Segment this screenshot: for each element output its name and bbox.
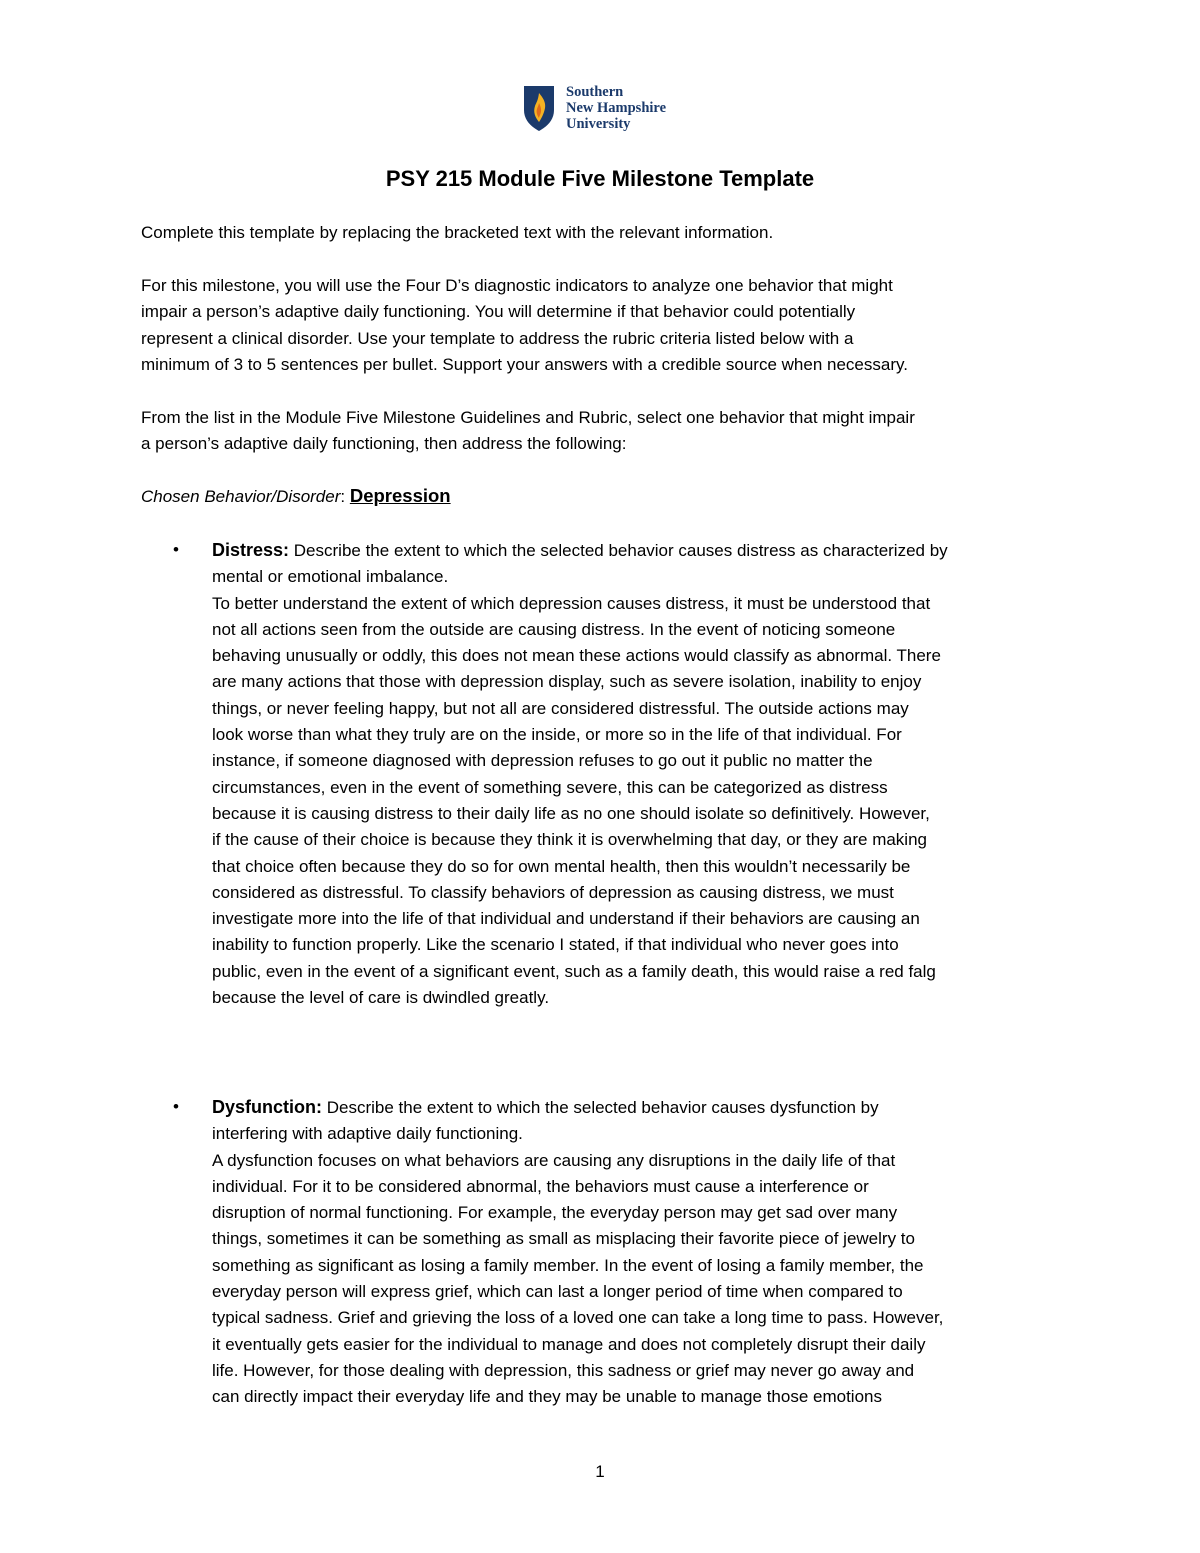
distress-line: look worse than what they truly are on the inside, or more so in the life of that individual. For [212,725,902,745]
selection-line: a person’s adaptive daily functioning, then address the following: [141,434,627,454]
dysfunction-prompt: Describe the extent to which the selected behavior causes dysfunction by [326,1098,879,1117]
dysfunction-line: it eventually gets easier for the individual to manage and does not completely disrupt their daily [212,1334,926,1354]
university-name [566,84,696,132]
distress-prompt: Describe the extent to which the selected behavior causes distress as characterized by [293,541,948,560]
dysfunction-line: can directly impact their everyday life and they may be unable to manage those emotions [212,1387,882,1407]
chosen-colon: : [340,487,350,506]
dysfunction-first-line [212,1094,1092,1121]
distress-line: public, even in the event of a significant event, such as a family death, this would raise a red falg [212,961,936,981]
intro-line: For this milestone, you will use the Four D’s diagnostic indicators to analyze one behavior that might [141,276,893,295]
dysfunction-heading: Dysfunction: [212,1097,322,1117]
distress-heading: Distress: [212,540,290,560]
distress-line: not all actions seen from the outside are causing distress. In the event of noticing someone [212,619,896,639]
distress-line: if the cause of their choice is because they think it is overwhelming that day, or they are making [212,830,927,850]
selection-paragraph [141,405,1071,458]
shield-flame-icon [522,84,556,132]
distress-line: behaving unusually or oddly, this does not mean these actions would classify as abnormal. There [212,646,941,666]
dysfunction-line: A dysfunction focuses on what behaviors are causing any disruptions in the daily life of that [212,1150,896,1170]
chosen-behavior-label: Chosen Behavior/Disorder [141,487,341,506]
logo-line-2: New Hampshire [566,100,667,116]
distress-first-line [212,537,1092,564]
intro-line: represent a clinical disorder. Use your template to address the rubric criteria listed below with a [141,328,854,348]
distress-section [212,537,1092,1011]
dysfunction-line: individual. For it to be considered abnormal, the behaviors must cause a interference or [212,1176,869,1196]
dysfunction-section [212,1094,1092,1411]
dysfunction-line: things, sometimes it can be something as small as misplacing their favorite piece of jewelry to [212,1229,915,1249]
instructions-paragraph [141,220,1071,246]
document-title: PSY 215 Module Five Milestone Template [385,166,815,191]
distress-line: instance, if someone diagnosed with depression refuses to go out it public no matter the [212,751,873,771]
intro-line: minimum of 3 to 5 sentences per bullet. Support your answers with a credible source when necessary. [141,354,908,374]
dysfunction-line: disruption of normal functioning. For example, the everyday person may get sad over many [212,1203,898,1223]
distress-line: because the level of care is dwindled greatly. [212,988,550,1008]
distress-line: inability to function properly. Like the scenario I stated, if that individual who never goes into [212,935,899,955]
dysfunction-line: everyday person will express grief, which can last a longer period of time when compared to [212,1282,903,1302]
chosen-behavior [141,483,451,510]
distress-line: things, or never feeling happy, but not all are considered distressful. The outside actions may [212,698,909,718]
dysfunction-line: interfering with adaptive daily functioning. [212,1124,523,1144]
distress-line: investigate more into the life of that individual and understand if their behaviors are causing an [212,909,920,929]
distress-line: because it is causing distress to their daily life as no one should isolate so definitively. However, [212,803,930,823]
dysfunction-line: something as significant as losing a family member. In the event of losing a family member, the [212,1255,924,1275]
distress-line: considered as distressful. To classify behaviors of depression as causing distress, we must [212,882,894,902]
dysfunction-line: life. However, for those dealing with depression, this sadness or grief may never go away and [212,1360,915,1380]
dysfunction-line: typical sadness. Grief and grieving the loss of a loved one can take a long time to pass. However, [212,1308,944,1328]
bullet-icon: • [173,1097,179,1116]
distress-line: circumstances, even in the event of something severe, this can be categorized as distress [212,777,888,797]
logo-line-1: Southern [566,84,624,100]
distress-line: mental or emotional imbalance. [212,567,449,587]
intro-line: impair a person’s adaptive daily functioning. You will determine if that behavior could potentially [141,302,856,322]
chosen-behavior-value: Depression [349,485,451,506]
instructions-line: Complete this template by replacing the bracketed text with the relevant information. [141,223,774,242]
distress-line: are many actions that those with depression display, such as severe isolation, inability to enjoy [212,672,922,692]
distress-line: To better understand the extent of which depression causes distress, it must be understood that [212,593,931,613]
selection-line: From the list in the Module Five Milestone Guidelines and Rubric, select one behavior that might impair [141,408,915,427]
distress-line: that choice often because they do so for own mental health, then this wouldn’t necessarily be [212,856,911,876]
university-logo [522,84,692,134]
bullet-icon: • [173,540,179,559]
intro-paragraph [141,273,1071,378]
logo-line-3: University [566,116,631,132]
page-number: 1 [595,1462,605,1481]
